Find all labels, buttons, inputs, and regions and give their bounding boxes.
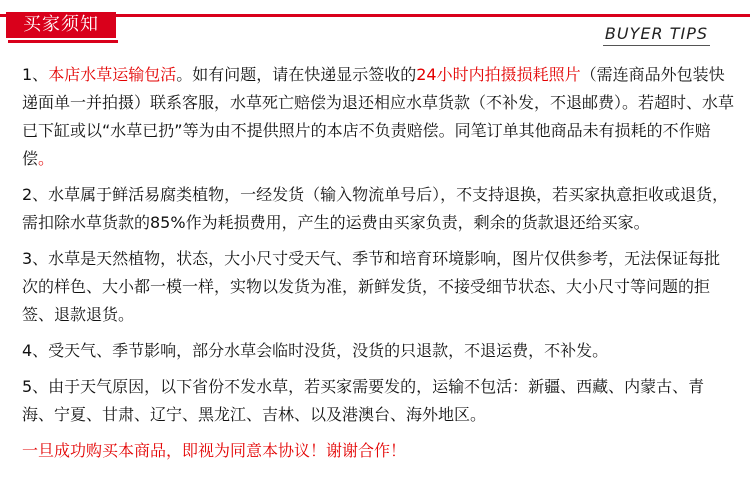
item-1-text-2: （需连商品外包装快递面单一并拍摄）联系客服，水草死亡赔偿为退还相应水草货款（不补发，不退邮费）。若超时、水草已下缸或以“水草已扔”等为由不提供照片的本店不负责赔偿。同笔订单其他商品未有损耗的不作赔偿 xyxy=(22,65,735,168)
notice-content xyxy=(22,61,734,473)
header xyxy=(0,0,750,48)
item-1-text-1: 。如有问题，请在快递显示签收的 xyxy=(176,65,417,84)
item-1-highlight-2: 24小时内拍摄损耗照片 xyxy=(416,65,581,84)
item-1-highlight-3: 。 xyxy=(38,149,55,168)
item-1-highlight-1: 本店水草运输包活 xyxy=(48,65,177,84)
buyer-tips-label: BUYER TIPS xyxy=(604,24,708,43)
notice-item-2: 2、水草属于鲜活易腐类植物，一经发货（输入物流单号后），不支持退换，若买家执意拒收或退货，需扣除水草货款的85%作为耗损费用，产生的运费由买家负责，剩余的货款退还给买家。 xyxy=(22,185,729,232)
notice-item-3: 3、水草是天然植物，状态，大小尺寸受天气、季节和培育环境影响，图片仅供参考，无法保证每批次的样色、大小都一模一样，实物以发货为准，新鲜发货，不接受细节状态、大小尺寸等问题的拒签、退款退货。 xyxy=(22,249,721,324)
page-title: 买家须知 xyxy=(6,12,116,38)
notice-item-4: 4、受天气、季节影响，部分水草会临时没货，没货的只退款，不退运费，不补发。 xyxy=(22,341,609,360)
notice-item-1 xyxy=(22,61,734,173)
item-1-number: 1、 xyxy=(22,65,49,84)
notice-item-5: 5、由于天气原因，以下省份不发水草，若买家需要发的，运输不包活：新疆、西藏、内蒙古、青海、宁夏、甘肃、辽宁、黑龙江、吉林、以及港澳台、海外地区。 xyxy=(22,377,705,424)
agreement-notice: 一旦成功购买本商品，即视为同意本协议！谢谢合作！ xyxy=(22,441,407,460)
